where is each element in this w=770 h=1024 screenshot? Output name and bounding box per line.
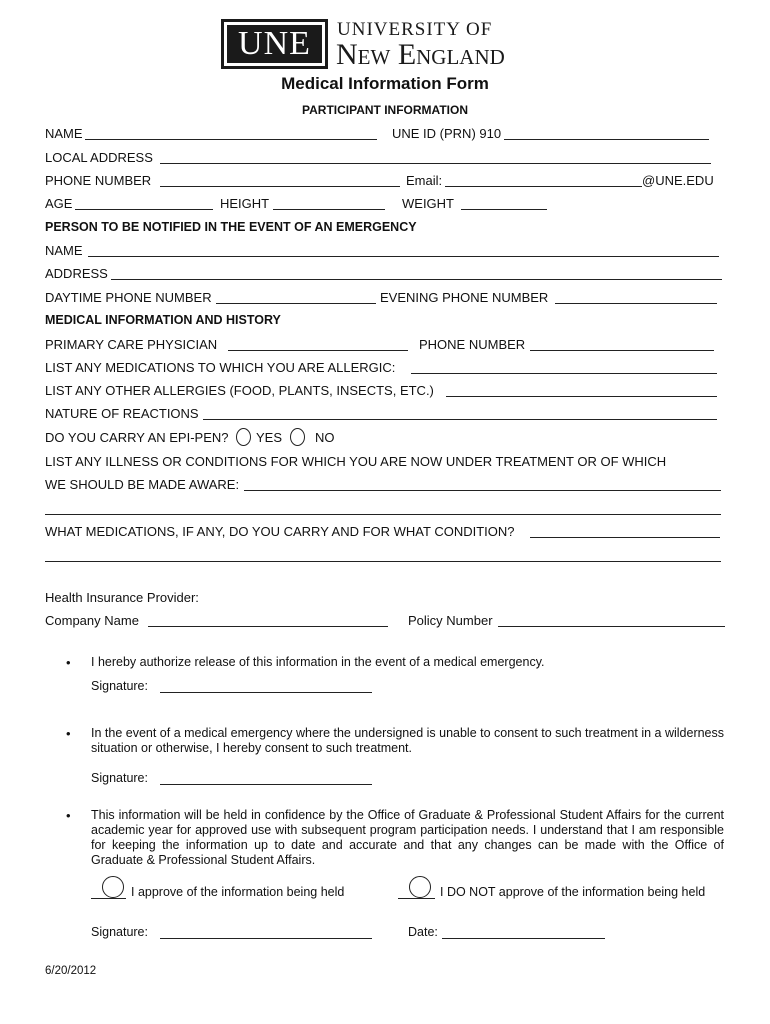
physician-field[interactable] — [228, 350, 408, 351]
signature-field-1[interactable] — [160, 692, 372, 693]
email-field[interactable] — [445, 186, 642, 187]
physician-phone-label: PHONE NUMBER — [419, 337, 526, 352]
logo-line-new-england: New England — [336, 38, 505, 71]
footer-date: 6/20/2012 — [45, 965, 97, 977]
phone-number-field[interactable] — [160, 186, 400, 187]
epipen-no-label: NO — [315, 430, 335, 445]
emergency-address-field[interactable] — [111, 279, 722, 280]
consent-release-text: I hereby authorize release of this information in the event of a medical emergency. — [91, 655, 545, 669]
weight-label: WEIGHT — [402, 196, 454, 211]
signature-field-3[interactable] — [160, 938, 372, 939]
approve-label: I approve of the information being held — [131, 885, 345, 899]
name-field[interactable] — [85, 139, 377, 140]
section-participant-information: PARTICIPANT INFORMATION — [302, 103, 468, 117]
policy-number-label: Policy Number — [408, 613, 493, 628]
evening-phone-label: EVENING PHONE NUMBER — [380, 290, 549, 305]
signature-label-1: Signature: — [91, 679, 148, 693]
consent-treatment-text: In the event of a medical emergency where the undersigned is unable to consent to such treatment in a wilderness situation or otherwise, I hereby consent to such treatment. — [91, 726, 725, 755]
reactions-field[interactable] — [203, 419, 717, 420]
epipen-label: DO YOU CARRY AN EPI-PEN? — [45, 430, 229, 445]
signature-label-2: Signature: — [91, 771, 148, 785]
daytime-phone-label: DAYTIME PHONE NUMBER — [45, 290, 212, 305]
emergency-name-field[interactable] — [88, 256, 719, 257]
other-allergies-field[interactable] — [446, 396, 717, 397]
local-address-field[interactable] — [160, 163, 711, 164]
une-id-label: UNE ID (PRN) 910 — [392, 126, 502, 141]
illness-label-line2: WE SHOULD BE MADE AWARE: — [45, 477, 240, 492]
illness-label-line1: LIST ANY ILLNESS OR CONDITIONS FOR WHICH YOU ARE NOW UNDER TREATMENT OR OF WHICH — [45, 454, 667, 469]
bullet-icon: • — [66, 808, 71, 823]
age-label: AGE — [45, 196, 73, 211]
form-title: Medical Information Form — [281, 74, 489, 93]
allergic-meds-field[interactable] — [411, 373, 717, 374]
height-label: HEIGHT — [220, 196, 270, 211]
physician-phone-field[interactable] — [530, 350, 714, 351]
bullet-icon: • — [66, 726, 71, 741]
not-approve-label: I DO NOT approve of the information being held — [440, 885, 706, 899]
policy-number-field[interactable] — [498, 626, 725, 627]
email-suffix: @UNE.EDU — [642, 173, 714, 188]
physician-label: PRIMARY CARE PHYSICIAN — [45, 337, 218, 352]
signature-label-3: Signature: — [91, 925, 148, 939]
epipen-no-radio[interactable] — [290, 428, 305, 446]
approve-radio[interactable] — [102, 876, 124, 898]
epipen-yes-radio[interactable] — [236, 428, 251, 446]
reactions-label: NATURE OF REACTIONS — [45, 406, 199, 421]
not-approve-mark-line — [398, 898, 435, 899]
section-medical-history: MEDICAL INFORMATION AND HISTORY — [45, 313, 281, 327]
une-id-field[interactable] — [504, 139, 709, 140]
emergency-name-label: NAME — [45, 243, 83, 258]
other-allergies-label: LIST ANY OTHER ALLERGIES (FOOD, PLANTS, INSECTS, ETC.) — [45, 383, 434, 398]
medications-carry-field[interactable] — [530, 537, 720, 538]
date-field[interactable] — [442, 938, 605, 939]
phone-number-label: PHONE NUMBER — [45, 173, 152, 188]
company-name-label: Company Name — [45, 613, 139, 628]
logo-line-university: UNIVERSITY OF — [337, 19, 493, 40]
company-name-field[interactable] — [148, 626, 388, 627]
insurance-heading: Health Insurance Provider: — [45, 590, 199, 605]
medications-carry-label: WHAT MEDICATIONS, IF ANY, DO YOU CARRY AND FOR WHAT CONDITION? — [45, 524, 515, 539]
emergency-address-label: ADDRESS — [45, 266, 108, 281]
local-address-label: LOCAL ADDRESS — [45, 150, 153, 165]
age-field[interactable] — [75, 209, 213, 210]
allergic-meds-label: LIST ANY MEDICATIONS TO WHICH YOU ARE ALLERGIC: — [45, 360, 396, 375]
section-emergency-contact: PERSON TO BE NOTIFIED IN THE EVENT OF AN EMERGENCY — [45, 220, 417, 234]
not-approve-radio[interactable] — [409, 876, 431, 898]
illness-field-extra[interactable] — [45, 514, 721, 515]
signature-field-2[interactable] — [160, 784, 372, 785]
consent-confidence-text: This information will be held in confidence by the Office of Graduate & Professional Student Affairs for the current academic year for approved use with subsequent program participation needs. I understand that I am responsible for keeping the information up to date and accurate and that any changes can be made with the Office of Graduate & Professional Student Affairs. — [91, 808, 724, 867]
illness-field[interactable] — [244, 490, 721, 491]
email-label: Email: — [406, 173, 443, 188]
evening-phone-field[interactable] — [555, 303, 717, 304]
approve-mark-line — [91, 898, 126, 899]
height-field[interactable] — [273, 209, 385, 210]
daytime-phone-field[interactable] — [216, 303, 376, 304]
une-logo-mark — [221, 19, 328, 69]
medications-carry-field-extra[interactable] — [45, 561, 721, 562]
weight-field[interactable] — [461, 209, 547, 210]
bullet-icon: • — [66, 655, 71, 670]
epipen-yes-label: YES — [256, 430, 283, 445]
name-label: NAME — [45, 126, 83, 141]
date-label: Date: — [408, 925, 438, 939]
logo-mark-text: UNE — [227, 25, 322, 63]
